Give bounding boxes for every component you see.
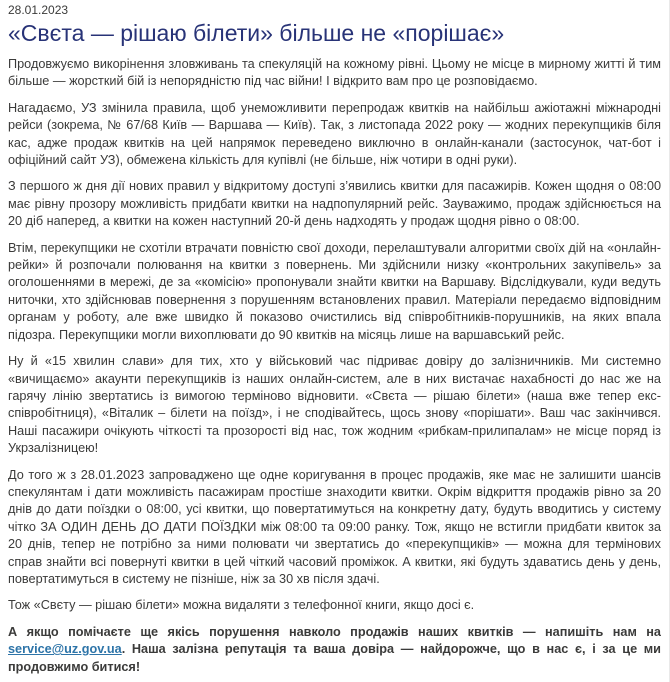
paragraph-intro: Продовжуємо викорінення зловживань та спекуляцій на кожному рівні. Цьому не місце в мирному житті й тим більше — жорсткий бій із непорядністю під час війни! І відкрито вам про це розповідаємо. (8, 57, 661, 89)
paragraph-accounts-cleanup: Ну й «15 хвилин слави» для тих, хто у військовий час підриває довіру до залізничників. Ми системно «вичищаємо» акаунти перекупщиків із наших онлайн-систем, але в них вистачає нахабності до нас же на гарячу лінію звертатись із вимогою терміново відновити. «Свєта — рішаю білети» (наша вже тепер екс-співробітниця), «Віталик – білети на поїзд», і не сподівайтесь, щось знову «порішати». Ваш час закінчився. Наші пасажири очікують чіткості та прозорості від нас, тож жодним «рибкам-прилипалам» не місце поряд із Укрзалізницею! (8, 354, 661, 456)
paragraph-rules-reminder: Нагадаємо, УЗ змінила правила, щоб унеможливити перепродаж квитків на найбільш ажіотажні міжнародні рейси (зокрема, № 67/68 Київ — Варшава — Київ). Так, з листопада 2022 року — жодних перекупщиків біля кас, адже продаж квитків на цей напрямок переведено виключно в онлайн-канали (застосунок, чат-бот і офіційний сайт УЗ), обмежена кількість для купівлі (не більше, ніж чотири в одні руки). (8, 100, 661, 168)
paragraph-new-adjustment: До того ж з 28.01.2023 запроваджено ще одне коригування в процес продажів, яке має не залишити шансів спекулянтам і дати можливість пасажирам простіше знаходити квитки. Окрім відкриття продажів рівно за 20 днів до дати поїздки о 08:00, усі квитки, що повертатимуться на конкретну дату, будуть вводитись у систему чітко ЗА ОДИН ДЕНЬ ДО ДАТИ ПОЇЗДКИ між 08:00 та 09:00 ранку. Тож, якщо не встигли придбати квиток за 20 днів, тепер не потрібно за ними полювати чи звертатись до «перекупщиків» — можна для термінових справ знайти всі повернуті квитки в цей чіткий часовий проміжок. А квитки, які будуть здаватись день у день, повертатимуться в систему не пізніше, ніж за 30 хв після здачі. (8, 467, 661, 586)
closing-text-before-link: А якщо помічаєте ще якісь порушення навколо продажів наших квитків — напишіть нам на (8, 624, 661, 639)
closing-paragraph (8, 624, 661, 676)
closing-text-after-link: . Наша залізна репутація та ваша довіра — найдорожче, що в нас є, і за це ми продовжимо битися! (8, 642, 661, 674)
article-date: 28.01.2023 (8, 3, 69, 17)
paragraph-sales-schedule: З першого ж дня дії нових правил у відкритому доступі з’явились квитки для пасажирів. Кожен щодня о 08:00 має рівну прозору можливість придбати квитки на надпопулярний рейс. Зауважимо, продаж здійснюється на 20 діб наперед, а квитки на кожен наступний 20-й день надходять у продаж щодня рівно о 08:00. (8, 179, 661, 229)
paragraph-resellers-scheme: Втім, перекупщики не схотіли втрачати повністю свої доходи, перелаштували алгоритми своїх дій на «онлайн-рейки» й розпочали полювання на квитки з повернень. Ми здійснили низку «контрольних закупівель» за оголошеннями в мережі, де за «комісію» пропонували знайти квитки на Варшаву. Відслідкували, куди ведуть ниточки, хто здійснював повернення з порушенням встановлених правил. Матеріали передаємо відповідним органам у роботу, але вже швидко й показово очистились від співробітників-порушників, на яких впала підозра. Перекупщики могли вихоплювати до 90 квитків на місяць лише на варшавський рейс. (8, 240, 661, 342)
paragraph-delete-contact: Тож «Свєту — рішаю білети» можна видаляти з телефонної книги, якщо досі є. (8, 598, 475, 613)
email-link[interactable]: service@uz.gov.ua (8, 642, 122, 657)
article-body (8, 56, 661, 676)
page-title: «Свєта — рішаю білети» більше не «порішає» (8, 20, 505, 46)
